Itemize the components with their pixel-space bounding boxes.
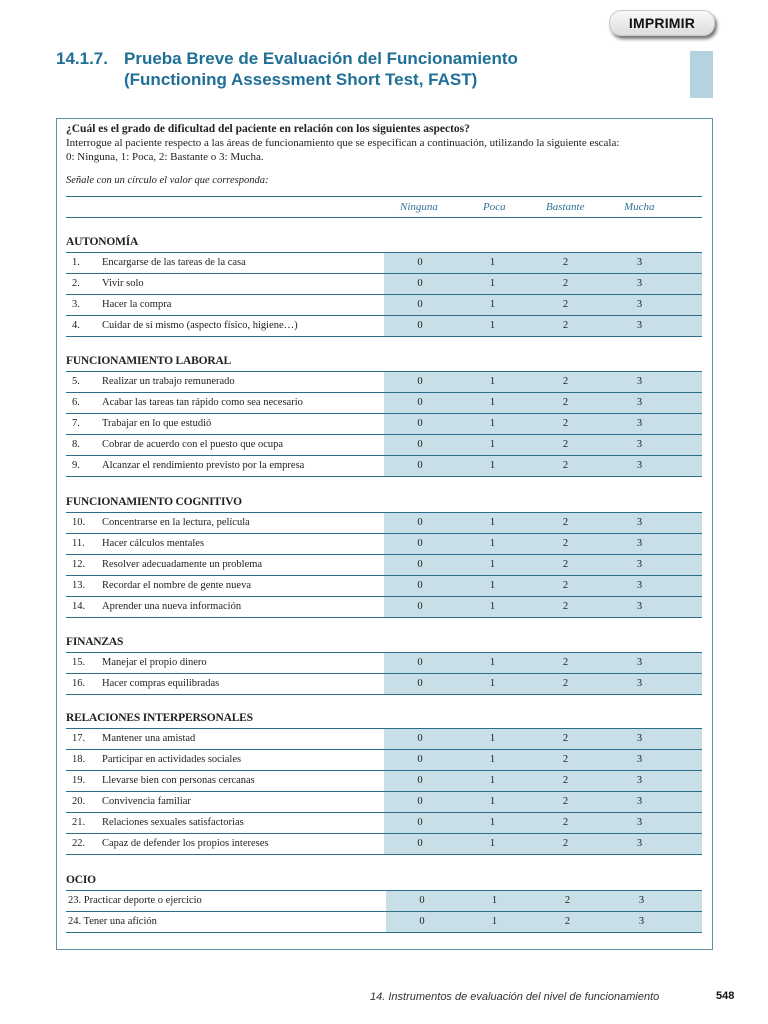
score-option-3[interactable]: 3 [636,657,643,668]
score-option-0[interactable]: 0 [417,439,423,450]
score-option-3[interactable]: 3 [636,733,643,744]
score-options [384,653,702,673]
score-option-2[interactable]: 2 [562,257,569,268]
score-option-2[interactable]: 2 [564,916,571,927]
item-text: Recordar el nombre de gente nueva [102,580,251,591]
score-option-2[interactable]: 2 [562,601,569,612]
score-option-1[interactable]: 1 [489,754,496,765]
item-row [66,911,702,933]
item-text: Participar en actividades sociales [102,754,242,765]
header-rule-top [66,196,702,197]
score-option-3[interactable]: 3 [636,678,643,689]
item-text: 23. Practicar deporte o ejercicio [68,895,202,906]
score-options [384,534,702,554]
score-options [384,316,702,336]
score-option-2[interactable]: 2 [562,775,569,786]
section-number: 14.1.7. [56,49,108,68]
score-option-0[interactable]: 0 [417,678,423,689]
score-option-0[interactable]: 0 [417,601,423,612]
score-options [384,792,702,812]
score-option-2[interactable]: 2 [562,657,569,668]
item-text: 24. Tener una afición [68,916,157,927]
score-option-0[interactable]: 0 [417,796,423,807]
item-text: Relaciones sexuales satisfactorias [102,817,244,828]
item-number: 14. [72,601,86,612]
score-option-2[interactable]: 2 [562,838,569,849]
score-option-1[interactable]: 1 [489,775,496,786]
page-title [56,48,518,90]
score-options [384,771,702,791]
score-option-3[interactable]: 3 [636,376,643,387]
item-number: 20. [72,796,86,807]
item-number: 17. [72,733,86,744]
score-options [386,912,702,932]
item-row [66,770,702,791]
score-option-0[interactable]: 0 [417,320,423,331]
section-ocio [66,870,702,933]
item-row [66,392,702,413]
score-options [384,435,702,455]
item-row [66,652,702,673]
score-option-1[interactable]: 1 [489,580,496,591]
score-option-3[interactable]: 3 [636,559,643,570]
item-row [66,455,702,477]
score-option-3[interactable]: 3 [636,838,643,849]
score-option-0[interactable]: 0 [417,418,423,429]
score-option-0[interactable]: 0 [417,559,423,570]
item-row [66,273,702,294]
item-text: Llevarse bien con personas cercanas [102,775,255,786]
print-button[interactable]: IMPRIMIR [609,10,715,36]
item-row [66,512,702,533]
section-funcionamiento-cognitivo [66,492,702,618]
item-row [66,728,702,749]
item-row [66,575,702,596]
item-number: 18. [72,754,86,765]
item-text: Acabar las tareas tan rápido como sea necesario [102,397,303,408]
score-option-1[interactable]: 1 [489,678,496,689]
score-option-3[interactable]: 3 [636,397,643,408]
score-options [384,834,702,854]
instruction-text: Interrogue al paciente respecto a las áreas de funcionamiento que se especifican a continuación, utilizando la siguiente escala: [66,137,620,149]
score-option-1[interactable]: 1 [489,299,496,310]
score-option-1[interactable]: 1 [489,439,496,450]
score-option-2[interactable]: 2 [562,299,569,310]
score-option-0[interactable]: 0 [417,397,423,408]
header-rule-bottom [66,217,702,218]
score-options [384,813,702,833]
score-option-2[interactable]: 2 [562,460,569,471]
score-option-2[interactable]: 2 [562,439,569,450]
score-options [384,597,702,617]
score-option-0[interactable]: 0 [417,657,423,668]
score-option-1[interactable]: 1 [489,517,496,528]
score-option-1[interactable]: 1 [489,559,496,570]
item-row [66,812,702,833]
instructions [66,122,706,188]
score-options [384,274,702,294]
score-option-3[interactable]: 3 [638,916,645,927]
item-row [66,596,702,618]
item-text: Resolver adecuadamente un problema [102,559,263,570]
score-options [384,674,702,694]
score-option-0[interactable]: 0 [417,517,423,528]
section-title: FINANZAS [66,636,124,648]
item-number: 22. [72,838,86,849]
score-option-0[interactable]: 0 [419,895,425,906]
section-title: OCIO [66,874,96,886]
section-autonomía [66,232,702,337]
item-row [66,533,702,554]
score-option-3[interactable]: 3 [636,580,643,591]
score-option-3[interactable]: 3 [636,775,643,786]
score-option-1[interactable]: 1 [489,257,496,268]
section-funcionamiento-laboral [66,351,702,477]
item-row [66,554,702,575]
score-option-3[interactable]: 3 [636,517,643,528]
item-text: Realizar un trabajo remunerado [102,376,235,387]
score-option-0[interactable]: 0 [417,733,423,744]
score-option-1[interactable]: 1 [489,733,496,744]
item-number: 9. [72,460,80,471]
score-option-3[interactable]: 3 [636,439,643,450]
score-options [384,750,702,770]
column-header-ninguna: Ninguna [400,201,438,213]
column-header-poca: Poca [483,201,506,213]
item-row [66,749,702,770]
item-text: Hacer compras equilibradas [102,678,220,689]
item-row [66,791,702,812]
score-option-3[interactable]: 3 [638,895,645,906]
score-option-1[interactable]: 1 [491,916,498,927]
chapter-footer: 14. Instrumentos de evaluación del nivel de funcionamiento [370,991,660,1003]
score-option-0[interactable]: 0 [419,916,425,927]
score-options [384,456,702,476]
score-option-2[interactable]: 2 [562,376,569,387]
score-option-0[interactable]: 0 [417,257,423,268]
score-option-2[interactable]: 2 [564,895,571,906]
section-finanzas [66,632,702,695]
item-text: Aprender una nueva información [102,601,242,612]
item-number: 10. [72,517,86,528]
score-options [384,414,702,434]
score-option-0[interactable]: 0 [417,460,423,471]
item-row [66,673,702,695]
score-option-3[interactable]: 3 [636,320,643,331]
item-text: Cuidar de sí mismo (aspecto físico, higiene…) [102,320,298,331]
question-heading: ¿Cuál es el grado de dificultad del paciente en relación con los siguientes aspectos? [66,123,470,135]
item-number: 5. [72,376,80,387]
item-text: Hacer cálculos mentales [102,538,205,549]
score-option-0[interactable]: 0 [417,775,423,786]
item-text: Hacer la compra [102,299,172,310]
score-option-3[interactable]: 3 [636,601,643,612]
section-title: FUNCIONAMIENTO LABORAL [66,355,232,367]
item-number: 4. [72,320,80,331]
score-options [384,729,702,749]
item-row [66,413,702,434]
score-option-1[interactable]: 1 [489,376,496,387]
item-number: 21. [72,817,86,828]
score-option-3[interactable]: 3 [636,460,643,471]
title-line-1: Prueba Breve de Evaluación del Funcionamiento [124,49,518,68]
score-options [386,891,702,911]
item-row [66,833,702,855]
item-number: 11. [72,538,85,549]
item-row [66,315,702,337]
score-options [384,253,702,273]
score-option-1[interactable]: 1 [489,796,496,807]
score-option-3[interactable]: 3 [636,257,643,268]
score-option-2[interactable]: 2 [562,796,569,807]
item-number: 3. [72,299,80,310]
item-text: Mantener una amistad [102,733,196,744]
item-number: 19. [72,775,86,786]
score-option-1[interactable]: 1 [489,397,496,408]
score-option-2[interactable]: 2 [562,817,569,828]
score-option-1[interactable]: 1 [489,320,496,331]
score-option-1[interactable]: 1 [489,418,496,429]
score-option-2[interactable]: 2 [562,538,569,549]
score-option-0[interactable]: 0 [417,580,423,591]
score-option-3[interactable]: 3 [636,796,643,807]
item-text: Vivir solo [102,278,144,289]
score-option-0[interactable]: 0 [417,376,423,387]
item-row [66,890,702,911]
score-option-3[interactable]: 3 [636,299,643,310]
item-row [66,294,702,315]
item-row [66,371,702,392]
item-row [66,252,702,273]
score-options [384,393,702,413]
score-options [384,576,702,596]
score-option-0[interactable]: 0 [417,817,423,828]
title-line-2: (Functioning Assessment Short Test, FAST) [124,70,478,89]
item-text: Manejar el propio dinero [102,657,207,668]
score-option-1[interactable]: 1 [489,538,496,549]
hint-text: Señale con un círculo el valor que corresponda: [66,175,269,186]
item-text: Cobrar de acuerdo con el puesto que ocupa [102,439,284,450]
score-option-0[interactable]: 0 [417,838,423,849]
page-number: 548 [716,990,735,1002]
section-relaciones-interpersonales [66,708,702,855]
item-text: Concentrarse en la lectura, película [102,517,250,528]
item-number: 15. [72,657,86,668]
item-number: 16. [72,678,86,689]
item-number: 13. [72,580,86,591]
item-number: 1. [72,257,80,268]
score-option-2[interactable]: 2 [562,754,569,765]
item-number: 6. [72,397,80,408]
score-option-3[interactable]: 3 [636,754,643,765]
item-number: 2. [72,278,80,289]
score-option-0[interactable]: 0 [417,538,423,549]
score-option-2[interactable]: 2 [562,278,569,289]
item-text: Alcanzar el rendimiento previsto por la empresa [102,460,305,471]
column-header-bastante: Bastante [546,201,585,213]
score-options [384,372,702,392]
item-row [66,434,702,455]
column-header-mucha: Mucha [624,201,655,213]
score-option-1[interactable]: 1 [489,601,496,612]
score-options [384,295,702,315]
item-number: 8. [72,439,80,450]
score-option-2[interactable]: 2 [562,580,569,591]
score-option-3[interactable]: 3 [636,278,643,289]
side-tab-marker [690,51,713,98]
score-option-0[interactable]: 0 [417,754,423,765]
score-option-2[interactable]: 2 [562,678,569,689]
scale-text: 0: Ninguna, 1: Poca, 2: Bastante o 3: Mucha. [66,151,264,163]
score-option-0[interactable]: 0 [417,299,423,310]
score-option-2[interactable]: 2 [562,397,569,408]
score-option-2[interactable]: 2 [562,517,569,528]
item-number: 7. [72,418,80,429]
score-option-1[interactable]: 1 [489,278,496,289]
score-option-0[interactable]: 0 [417,278,423,289]
score-option-3[interactable]: 3 [636,538,643,549]
section-title: AUTONOMÍA [66,236,139,248]
item-number: 12. [72,559,86,570]
score-option-2[interactable]: 2 [562,320,569,331]
item-text: Encargarse de las tareas de la casa [102,257,246,268]
score-option-2[interactable]: 2 [562,418,569,429]
score-option-3[interactable]: 3 [636,418,643,429]
score-option-2[interactable]: 2 [562,559,569,570]
score-option-1[interactable]: 1 [491,895,498,906]
item-text: Trabajar en lo que estudió [102,418,212,429]
section-title: RELACIONES INTERPERSONALES [66,712,253,724]
item-text: Convivencia familiar [102,796,191,807]
score-option-1[interactable]: 1 [489,817,496,828]
score-option-1[interactable]: 1 [489,657,496,668]
score-option-3[interactable]: 3 [636,817,643,828]
score-options [384,555,702,575]
score-options [384,513,702,533]
score-option-2[interactable]: 2 [562,733,569,744]
section-title: FUNCIONAMIENTO COGNITIVO [66,496,242,508]
score-option-1[interactable]: 1 [489,460,496,471]
item-text: Capaz de defender los propios intereses [102,838,269,849]
score-option-1[interactable]: 1 [489,838,496,849]
